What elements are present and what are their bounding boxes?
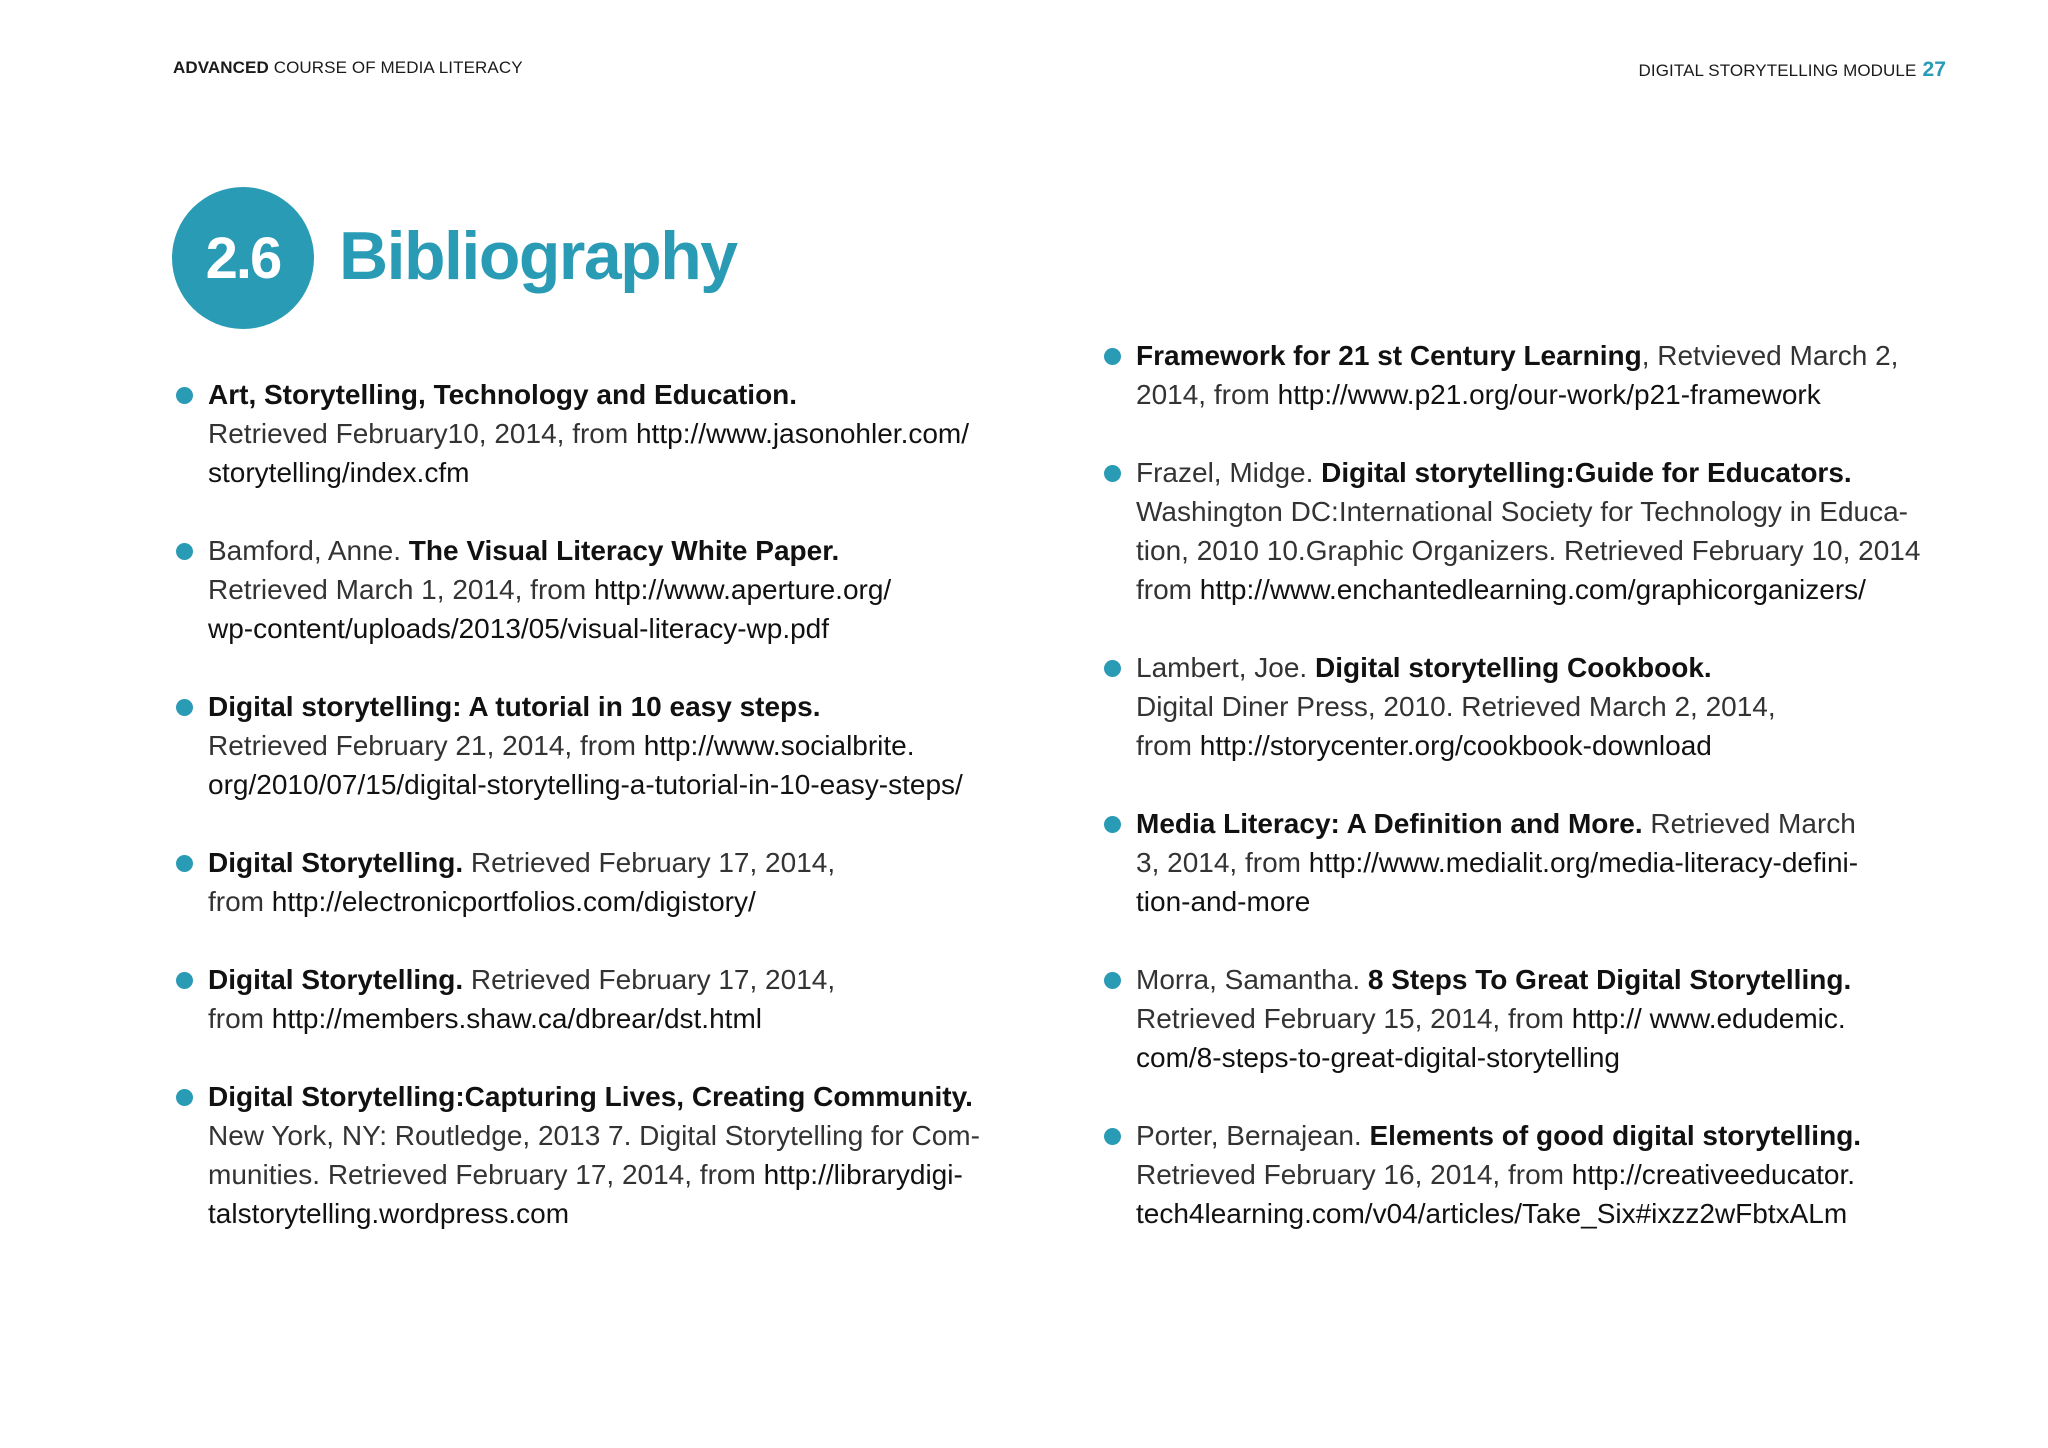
entry-line <box>1136 1155 1984 1194</box>
entry-url[interactable]: tion-and-more <box>1136 886 1311 917</box>
entry-url[interactable]: wp-content/uploads/2013/05/visual-literacy-wp.pdf <box>208 613 830 644</box>
header-course-rest: COURSE OF MEDIA LITERACY <box>268 58 523 77</box>
entry-text: Frazel, Midge. <box>1136 457 1322 488</box>
entry-title: Framework for 21 st Century Learning <box>1136 340 1642 371</box>
entry-line <box>1136 999 1984 1038</box>
bullet-icon <box>176 972 193 989</box>
bullet-icon <box>176 699 193 716</box>
entry-text: Retrieved February 17, 2014, <box>463 847 836 878</box>
entry-title: Digital storytelling Cookbook. <box>1314 652 1712 683</box>
bibliography-entry <box>1104 336 1984 414</box>
entry-url[interactable]: http:// www.edudemic. <box>1571 1003 1846 1034</box>
entry-text: New York, NY: Routledge, 2013 7. Digital Storytelling for Com- <box>208 1120 980 1151</box>
header-course-bold: ADVANCED <box>173 58 269 77</box>
entry-title: Art, Storytelling, Technology and Education. <box>208 379 798 410</box>
entry-title: Digital storytelling: A tutorial in 10 easy steps. <box>208 691 821 722</box>
entry-line <box>208 960 1036 999</box>
entry-url[interactable]: tech4learning.com/v04/articles/Take_Six#ixzz2wFbtxALm <box>1136 1198 1848 1229</box>
entry-line <box>1136 726 1984 765</box>
entry-title: Elements of good digital storytelling. <box>1369 1120 1862 1151</box>
bullet-icon <box>176 855 193 872</box>
entry-line <box>208 414 1036 453</box>
entry-line <box>1136 1116 1984 1155</box>
bullet-icon <box>1104 1128 1121 1145</box>
entry-line <box>208 687 1036 726</box>
entry-text: Lambert, Joe. <box>1136 652 1315 683</box>
bullet-icon <box>1104 348 1121 365</box>
bullet-icon <box>1104 465 1121 482</box>
entry-line <box>1136 492 1984 531</box>
entry-text: from <box>1136 730 1200 761</box>
bibliography-entry <box>1104 453 1984 609</box>
entry-url[interactable]: http://www.enchantedlearning.com/graphicorganizers/ <box>1199 574 1866 605</box>
entry-text: Retrieved February 16, 2014, from <box>1136 1159 1572 1190</box>
bullet-icon <box>1104 816 1121 833</box>
entry-url[interactable]: http://www.socialbrite. <box>643 730 915 761</box>
entry-text: Retrieved March <box>1642 808 1856 839</box>
entry-line <box>1136 453 1984 492</box>
running-header-right <box>1639 58 1946 82</box>
bibliography-entry <box>176 1077 1036 1233</box>
entry-text: Washington DC:International Society for Technology in Educa- <box>1136 496 1908 527</box>
entry-text: Retrieved February 21, 2014, from <box>208 730 644 761</box>
entry-line <box>1136 375 1984 414</box>
bibliography-entry <box>176 375 1036 492</box>
entry-url[interactable]: storytelling/index.cfm <box>208 457 470 488</box>
entry-line <box>208 999 1036 1038</box>
entry-text: Digital Diner Press, 2010. Retrieved March 2, 2014, <box>1136 691 1776 722</box>
entry-line <box>208 1194 1036 1233</box>
bullet-icon <box>1104 972 1121 989</box>
bullet-icon <box>176 387 193 404</box>
entry-title: 8 Steps To Great Digital Storytelling. <box>1367 964 1852 995</box>
bibliography-entry <box>176 960 1036 1038</box>
bibliography-entry <box>1104 804 1984 921</box>
entry-line <box>1136 960 1984 999</box>
bullet-icon <box>1104 660 1121 677</box>
running-header-left <box>173 58 523 78</box>
entry-line <box>1136 1038 1984 1077</box>
entry-text: 3, 2014, from <box>1136 847 1309 878</box>
entry-line <box>208 726 1036 765</box>
entry-text: Bamford, Anne. <box>208 535 409 566</box>
entry-text: Morra, Samantha. <box>1136 964 1368 995</box>
entry-text: Retrieved February 15, 2014, from <box>1136 1003 1572 1034</box>
entry-line <box>208 1155 1036 1194</box>
entry-url[interactable]: org/2010/07/15/digital-storytelling-a-tutorial-in-10-easy-steps/ <box>208 769 963 800</box>
entry-line <box>208 882 1036 921</box>
entry-line <box>208 375 1036 414</box>
entry-url[interactable]: http://librarydigi- <box>763 1159 963 1190</box>
bibliography-entry <box>176 531 1036 648</box>
bibliography-entry <box>176 843 1036 921</box>
bibliography-entry <box>176 687 1036 804</box>
entry-url[interactable]: http://www.p21.org/our-work/p21-framework <box>1277 379 1821 410</box>
entry-url[interactable]: http://electronicportfolios.com/digistory/ <box>271 886 756 917</box>
entry-line <box>208 1077 1036 1116</box>
entry-title: Media Literacy: A Definition and More. <box>1136 808 1643 839</box>
entry-line <box>208 453 1036 492</box>
entry-text: from <box>208 886 272 917</box>
entry-text: Porter, Bernajean. <box>1136 1120 1370 1151</box>
page-number: 27 <box>1922 58 1946 81</box>
bibliography-column-left <box>176 375 1036 1272</box>
entry-line <box>208 609 1036 648</box>
entry-text: tion, 2010 10.Graphic Organizers. Retrieved February 10, 2014 <box>1136 535 1921 566</box>
entry-line <box>1136 336 1984 375</box>
entry-url[interactable]: http://creativeeducator. <box>1571 1159 1856 1190</box>
entry-url[interactable]: http://www.aperture.org/ <box>593 574 892 605</box>
entry-text: 2014, from <box>1136 379 1278 410</box>
entry-line <box>208 570 1036 609</box>
entry-line <box>208 531 1036 570</box>
entry-line <box>208 843 1036 882</box>
entry-url[interactable]: com/8-steps-to-great-digital-storytelling <box>1136 1042 1620 1073</box>
entry-line <box>208 765 1036 804</box>
entry-line <box>1136 804 1984 843</box>
section-number-badge: 2.6 <box>172 187 314 329</box>
header-module-title: DIGITAL STORYTELLING MODULE <box>1638 61 1917 80</box>
entry-text: Retrieved February 17, 2014, <box>463 964 836 995</box>
entry-text: munities. Retrieved February 17, 2014, from <box>208 1159 764 1190</box>
entry-title: Digital storytelling:Guide for Educators. <box>1321 457 1852 488</box>
entry-title: Digital Storytelling. <box>208 847 464 878</box>
bibliography-entry <box>1104 1116 1984 1233</box>
entry-title: Digital Storytelling. <box>208 964 464 995</box>
entry-text: from <box>208 1003 272 1034</box>
entry-url[interactable]: http://members.shaw.ca/dbrear/dst.html <box>271 1003 762 1034</box>
bibliography-entry <box>1104 648 1984 765</box>
entry-url[interactable]: talstorytelling.wordpress.com <box>208 1198 570 1229</box>
entry-line <box>1136 531 1984 570</box>
entry-title: The Visual Literacy White Paper. <box>408 535 840 566</box>
bullet-icon <box>176 543 193 560</box>
section-title: Bibliography <box>339 218 737 294</box>
entry-url[interactable]: http://www.jasonohler.com/ <box>635 418 970 449</box>
entry-line <box>1136 843 1984 882</box>
entry-text: from <box>1136 574 1200 605</box>
entry-line <box>1136 687 1984 726</box>
entry-text: Retrieved March 1, 2014, from <box>208 574 594 605</box>
entry-line <box>1136 882 1984 921</box>
entry-line <box>1136 648 1984 687</box>
bibliography-column-right <box>1104 336 1984 1272</box>
bullet-icon <box>176 1089 193 1106</box>
entry-line <box>208 1116 1036 1155</box>
entry-line <box>1136 1194 1984 1233</box>
entry-url[interactable]: http://storycenter.org/cookbook-download <box>1199 730 1712 761</box>
entry-text: , Retvieved March 2, <box>1641 340 1899 371</box>
entry-title: Digital Storytelling:Capturing Lives, Creating Community. <box>208 1081 973 1112</box>
entry-line <box>1136 570 1984 609</box>
entry-url[interactable]: http://www.medialit.org/media-literacy-defini- <box>1308 847 1859 878</box>
entry-text: Retrieved February10, 2014, from <box>208 418 636 449</box>
bibliography-entry <box>1104 960 1984 1077</box>
